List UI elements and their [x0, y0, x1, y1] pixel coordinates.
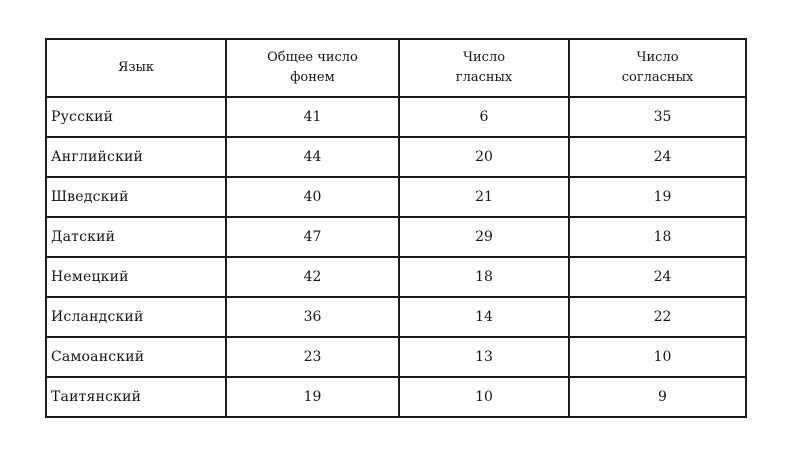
header-language [46, 39, 226, 97]
cell-total: 23 [226, 337, 399, 377]
cell-consonants: 9 [569, 377, 746, 417]
cell-language: Шведский [46, 177, 226, 217]
phoneme-table [45, 38, 747, 418]
table-row [46, 97, 746, 137]
cell-vowels: 21 [399, 177, 569, 217]
cell-vowels: 6 [399, 97, 569, 137]
cell-vowels: 20 [399, 137, 569, 177]
header-consonants-line2: согласных [621, 70, 694, 85]
cell-total: 44 [226, 137, 399, 177]
cell-consonants: 19 [569, 177, 746, 217]
cell-vowels: 10 [399, 377, 569, 417]
table-row [46, 137, 746, 177]
cell-consonants: 35 [569, 97, 746, 137]
cell-total: 47 [226, 217, 399, 257]
header-total-phonemes [226, 39, 399, 97]
cell-total: 42 [226, 257, 399, 297]
header-vowels-line1: Число [462, 50, 506, 65]
header-vowels [399, 39, 569, 97]
header-language-line1: Язык [117, 60, 155, 75]
header-consonants-line1: Число [636, 50, 679, 65]
cell-vowels: 13 [399, 337, 569, 377]
header-consonants [569, 39, 746, 97]
table-row [46, 377, 746, 417]
table-row [46, 297, 746, 337]
cell-consonants: 22 [569, 297, 746, 337]
header-total-line1: Общее число [267, 50, 358, 65]
table-row [46, 337, 746, 377]
header-vowels-line2: гласных [455, 70, 513, 85]
cell-consonants: 24 [569, 257, 746, 297]
table-row [46, 177, 746, 217]
table-header [46, 39, 746, 97]
header-total-line2: фонем [290, 70, 335, 85]
cell-consonants: 18 [569, 217, 746, 257]
table-row [46, 257, 746, 297]
cell-consonants: 10 [569, 337, 746, 377]
cell-language: Датский [46, 217, 226, 257]
header-row [46, 39, 746, 97]
cell-vowels: 18 [399, 257, 569, 297]
table-row [46, 217, 746, 257]
cell-vowels: 29 [399, 217, 569, 257]
table-body [46, 97, 746, 417]
cell-total: 41 [226, 97, 399, 137]
cell-vowels: 14 [399, 297, 569, 337]
cell-language: Таитянский [46, 377, 226, 417]
cell-consonants: 24 [569, 137, 746, 177]
cell-language: Немецкий [46, 257, 226, 297]
cell-language: Русский [46, 97, 226, 137]
cell-total: 19 [226, 377, 399, 417]
cell-language: Английский [46, 137, 226, 177]
cell-language: Исландский [46, 297, 226, 337]
cell-total: 40 [226, 177, 399, 217]
cell-language: Самоанский [46, 337, 226, 377]
cell-total: 36 [226, 297, 399, 337]
